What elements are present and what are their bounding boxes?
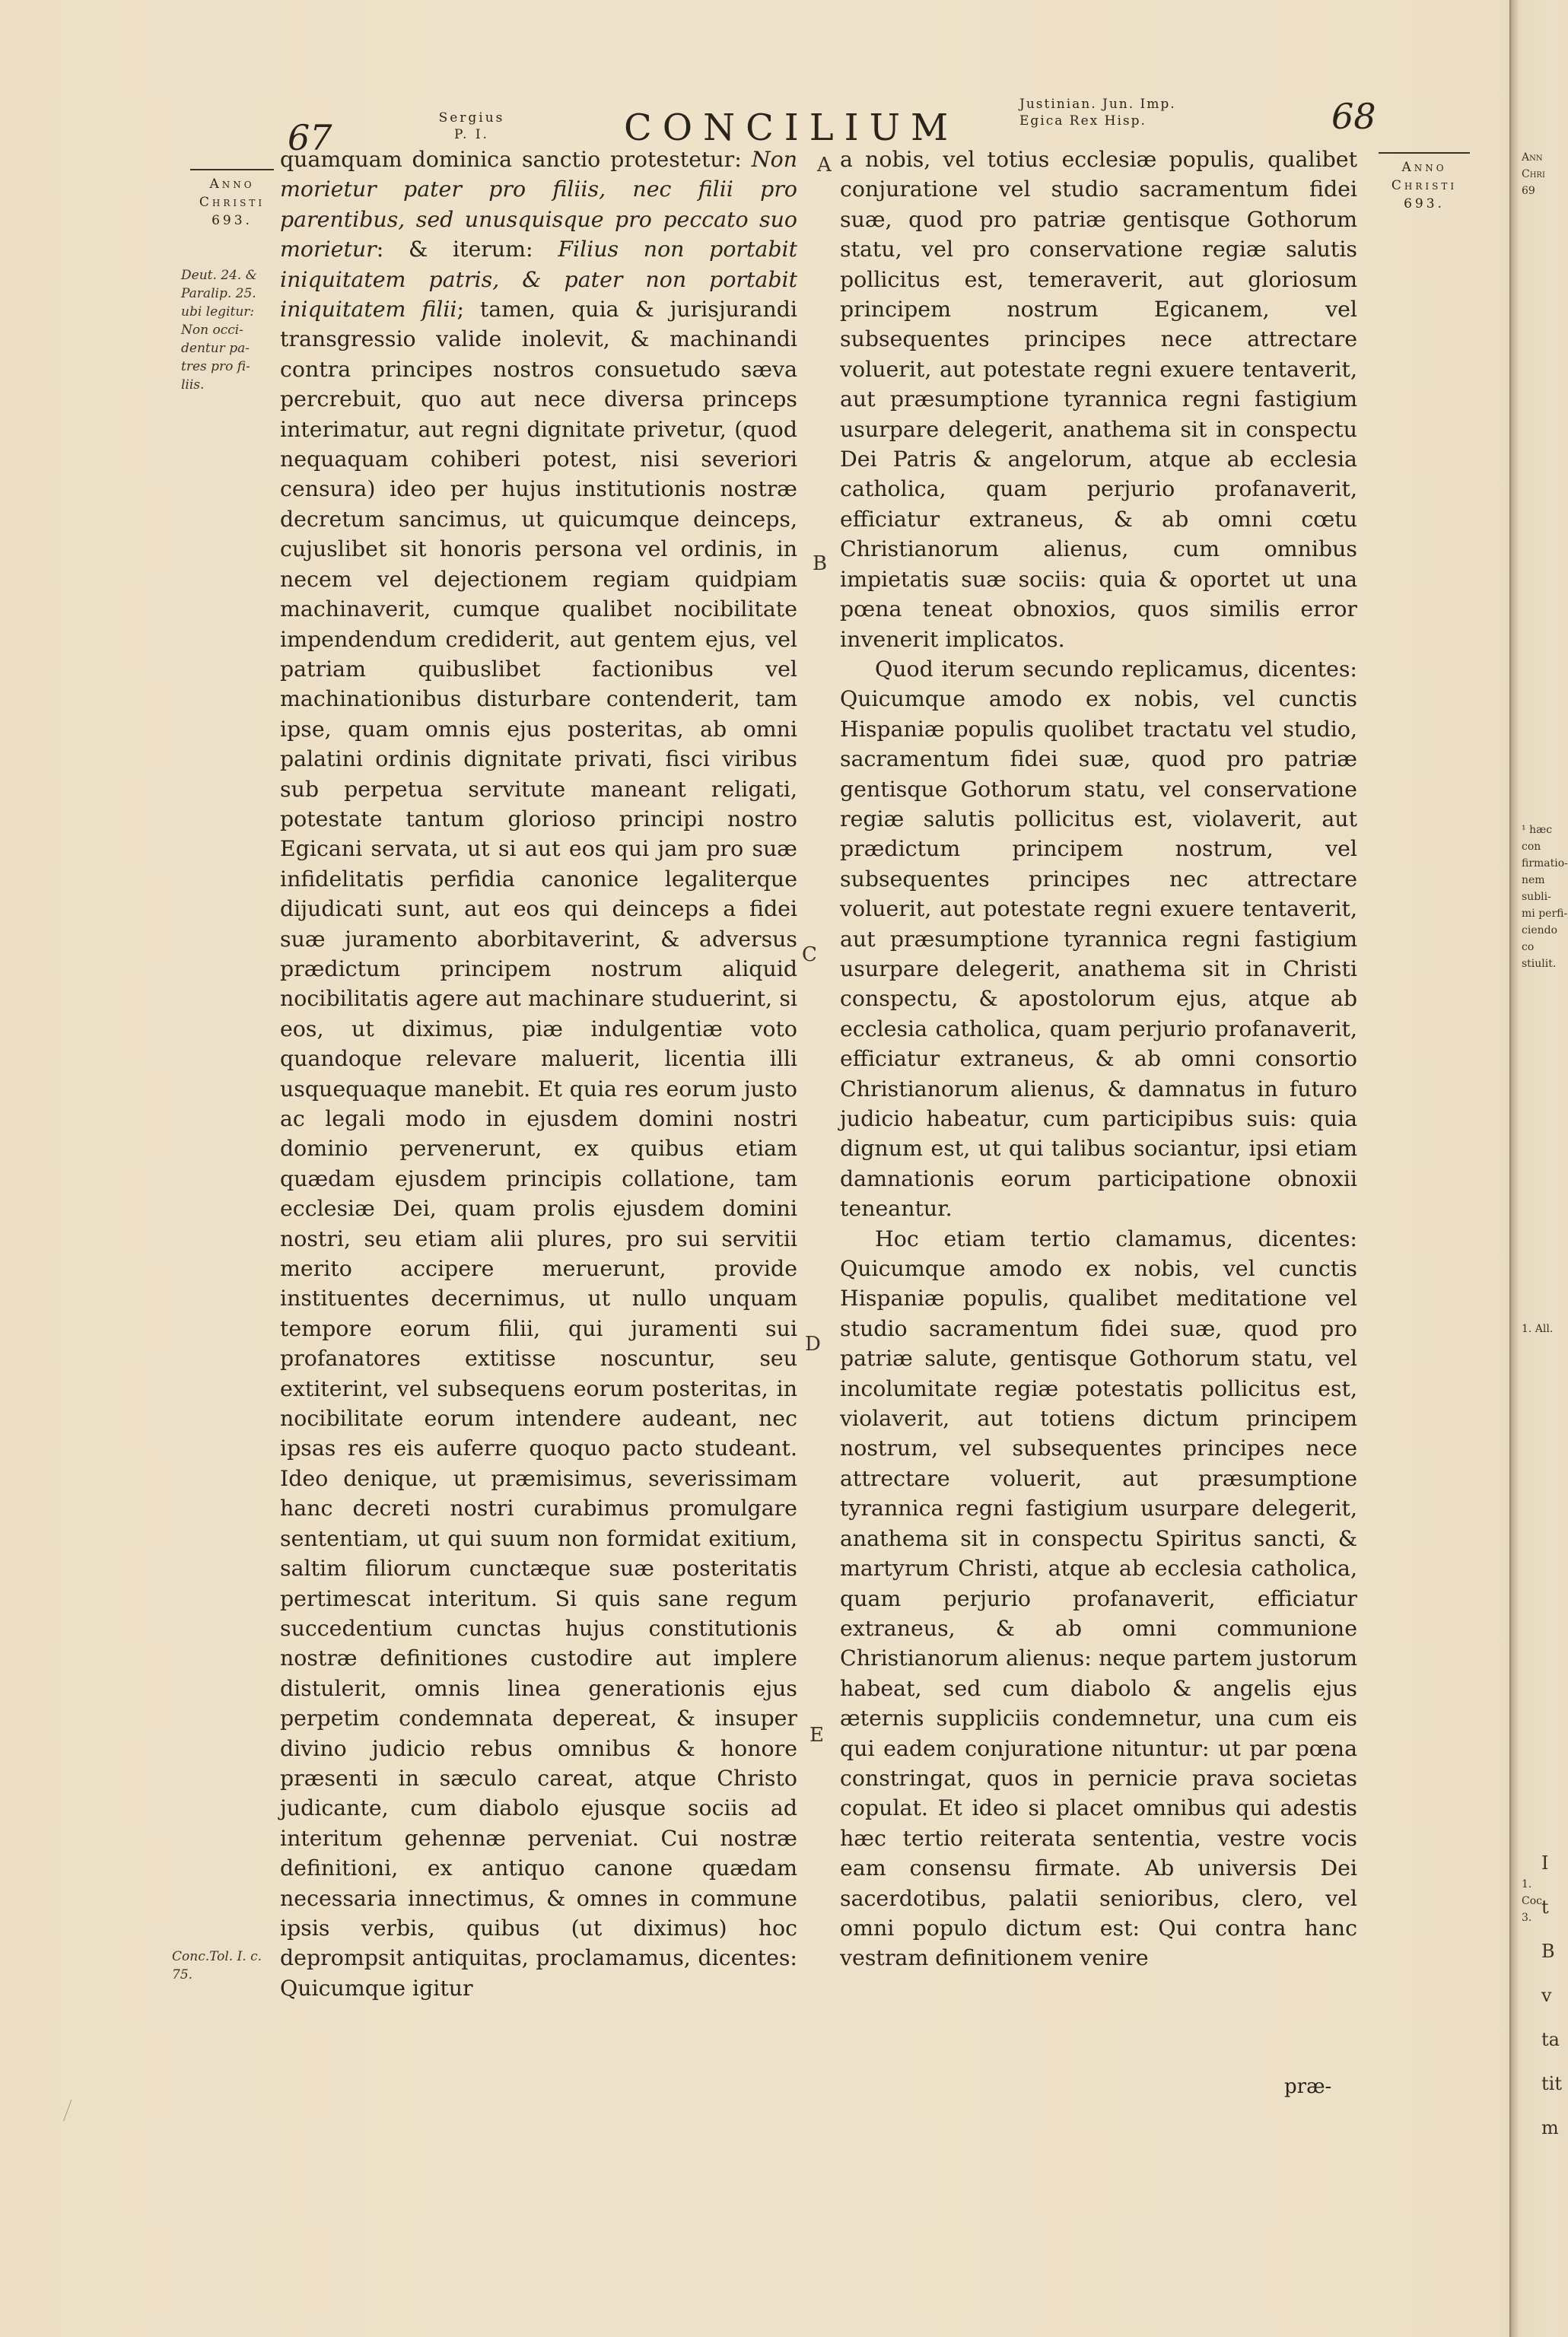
anno-year: 693. [212,213,253,228]
right-column-paragraph: Quod iterum secundo replicamus, dicentes: Quicumque amodo ex nobis, vel cunctis Hispaniæ populis quolibet tractatu vel studio, sacramentum fidei suæ, quod pro patriæ gentisque Gothorum statu, vel conservatione regiæ salutis pollicitus est, violaverit, aut prædictum principem nostrum, vel subsequentes principes nec attrectare voluerit, aut potestate regni exuere tentaverit, aut præsumptione tyrannica regni fastigium usurpare delegerit, anathema sit in Christi conspectu, & apostolorum ejus, atque ab ecclesia catholica, quam perjurio profanaverit, efficiatur extraneus, & ab omni consortio Christianorum alienus, & damnatus in futuro judicio habeatur, cum participibus suis: quia dignum est, ut qui talibus sociantur, ipsi etiam damnationis eorum participatione obnoxii teneantur. [840,656,1357,1222]
margin-reference-council: Conc.Tol. I. c. 75. [172,1949,262,1982]
section-letter-e: E [809,1724,824,1747]
section-letter-c: C [802,943,817,966]
left-column-paragraph [280,145,797,2003]
section-letter-b: B [813,552,828,575]
anno-word: Anno [209,176,255,192]
christi-word: Christi [199,195,266,210]
scripture-quote: Non morietur pater pro filiis, nec filii pro parentibus, sed unusquisque pro peccato suo morietur [280,147,797,262]
left-page-number: 67 [288,117,332,158]
text-run: quamquam dominica sanctio protestetur: [280,147,752,172]
right-running-head-line2: Egica Rex Hisp. [1019,113,1147,129]
scripture-quote: Filius non portabit iniquitatem patris, & pater non portabit iniquitatem filii [280,237,798,323]
text-run: : & iterum: [376,237,558,262]
margin-reference-deuteronomy: Deut. 24. & Paralip. 25. ubi legitur: Non occi- dentur pa- tres pro fi- liis. [181,268,257,393]
paper-mark [63,2100,75,2122]
left-running-head [418,110,525,143]
right-running-head [1019,96,1263,129]
anno-word: Anno [1401,160,1447,175]
next-page-edge-letters: I t B v ta tit m [1541,1852,1562,2138]
right-column-paragraph: a nobis, vel totius ecclesiæ populis, qualibet conjuratione vel studio sacramentum fidei suæ, quod pro patriæ gentisque Gothorum statu, vel pro conservatione regiæ salutis pollicitus est, temeraverit, aut gloriosum principem nostrum Egicanem, vel subsequentes principes nece attrectare voluerit, aut potestate regni exuere tentaverit, aut præsumptione tyrannica regni fastigium usurpare delegerit, anathema sit in conspectu Dei Patris & angelorum, atque ab ecclesia catholica, quam perjurio profanaverit, efficiatur extraneus, & ab omni cœtu Christianorum alienus, cum omnibus impietatis suæ sociis: quia & oportet ut una pœna teneat obnoxios, quos similis error invenerit implicatos. [840,147,1357,652]
christi-word: Christi [1391,178,1458,193]
next-page-note: 1. All. [1522,1323,1554,1335]
left-text-column [280,145,797,2003]
next-page-anno: Ann Chri 69 [1522,151,1545,197]
page-title: CONCILIUM [624,107,959,149]
section-letter-d: D [805,1333,821,1356]
right-page-number: 68 [1331,96,1376,137]
next-page-note: 1. Coc. 3. [1522,1878,1546,1924]
anno-rule [1379,152,1470,154]
left-running-head-line2: P. I. [454,127,489,142]
left-running-head-line1: Sergius [438,110,505,126]
left-anno-christi [190,169,274,230]
right-running-head-line1: Justinian. Jun. Imp. [1019,97,1176,112]
right-column-paragraph: Hoc etiam tertio clamamus, dicentes: Quicumque amodo ex nobis, vel cunctis Hispaniæ populis, qualibet meditatione vel studio sacramentum fidei suæ, quod pro patriæ salute, gentisque Gothorum statu, vel incolumitate regiæ potestatis pollicitus est, violaverit, aut totiens dictum principem nostrum, vel subsequentes principes nece attrectare voluerit, aut præsumptione tyrannica regni fastigium usurpare delegerit, anathema sit in conspectu Spiritus sancti, & martyrum Christi, atque ab ecclesia catholica, quam perjurio profanaverit, efficiatur extraneus, & ab omni communione Christianorum alienus: neque partem justorum habeat, sed cum diabolo & angelis ejus æternis suppliciis condemnetur, una cum eis qui eadem conjuratione nituntur: ut par pœna constringat, quos in pernicie prava societas copulat. Et ideo si placet omnibus qui adestis hæc tertio reiterata sententia, vestre vocis eam consensu firmate. Ab universis Dei sacerdotibus, palatii senioribus, clero, vel omni populo dictum est: Qui contra hanc vestram definitionem venire [840,1226,1357,1971]
anno-rule [190,169,274,170]
text-run: ; tamen, quia & jurisjurandi transgressio valide inolevit, & machinandi contra principes nostros consuetudo sæva percrebuit, quo aut nece diversa princeps interimatur, aut regni dignitate privetur, (quod nequaquam cohiberi potest, nisi severiori censura) ideo per hujus institutionis nostræ decretum sancimus, ut quicumque deinceps, cujuslibet sit honoris persona vel ordinis, in necem vel dejectionem regiam quidpiam machinaverit, cumque qualibet nocibilitate impendendum crediderit, aut gentem ejus, vel patriam quibuslibet factionibus vel machinationibus disturbare contenderit, tam ipse, quam omnis ejus posteritas, ab omni palatini ordinis dignitate privati, fisci viribus sub perpetua servitute maneant religati, potestate tantum glorioso principi nostro Egicani servata, ut si aut eos qui jam pro suæ infidelitatis perfidia canonice legaliterque dijudicati sunt, aut eos qui deinceps a fidei suæ juramento aborbitaverint, & adversus prædictum principem nostrum aliquid nocibilitatis agere aut machinare studuerint, si eos, ut diximus, piæ indulgentiæ voto quandoque relevare maluerit, licentia illi usquequaque manebit. Et quia res eorum justo ac legali modo in ejusdem domini nostri dominio pervenerunt, ex quibus etiam quædam ejusdem principis collatione, tam ecclesiæ Dei, quam prolis ejusdem domini nostri, seu etiam alii plures, pro sui servitii merito accipere meruerunt, provide instituentes decernimus, ut nullo unquam tempore eorum filii, qui juramenti sui profanatores extitisse noscuntur, seu extiterint, vel subsequens eorum posteritas, in nocibilitate eorum intendere audeant, nec ipsas res eis auferre quoquo pacto studeant. Ideo denique, ut præmisimus, severissimam hanc decreti nostri curabimus promulgare sententiam, ut qui suum non formidat exitium, saltim filiorum cunctæque suæ posteritatis pertimescat interitum. Si quis sane regum succedentium cunctas hujus constitutionis nostræ definitiones custodire aut implere distulerit, omnis linea generationis ejus perpetim condemnata depereat, & insuper divino judicio rebus omnibus & honore præsenti in sæculo careat, atque Christo judicante, cum diabolo ejusque sociis ad interitum gehennæ perveniat. Cui nostræ definitioni, ex antiquo canone quædam necessaria innectimus, & omnes in commune ipsis verbis, quibus (ut diximus) hoc deprompsit antiquitas, proclamamus, dicentes: Quicumque igitur [280,297,797,2001]
next-page-edge [1509,0,1568,2337]
catchword: præ- [1284,2075,1332,2098]
section-letter-a: A [817,154,832,176]
right-anno-christi [1379,152,1470,213]
anno-year: 693. [1404,196,1445,211]
right-text-column [840,145,1357,1973]
next-page-note: ¹ hæc con firmatio- nem subli- mi perfi- ciendo co stiulit. [1522,824,1568,970]
